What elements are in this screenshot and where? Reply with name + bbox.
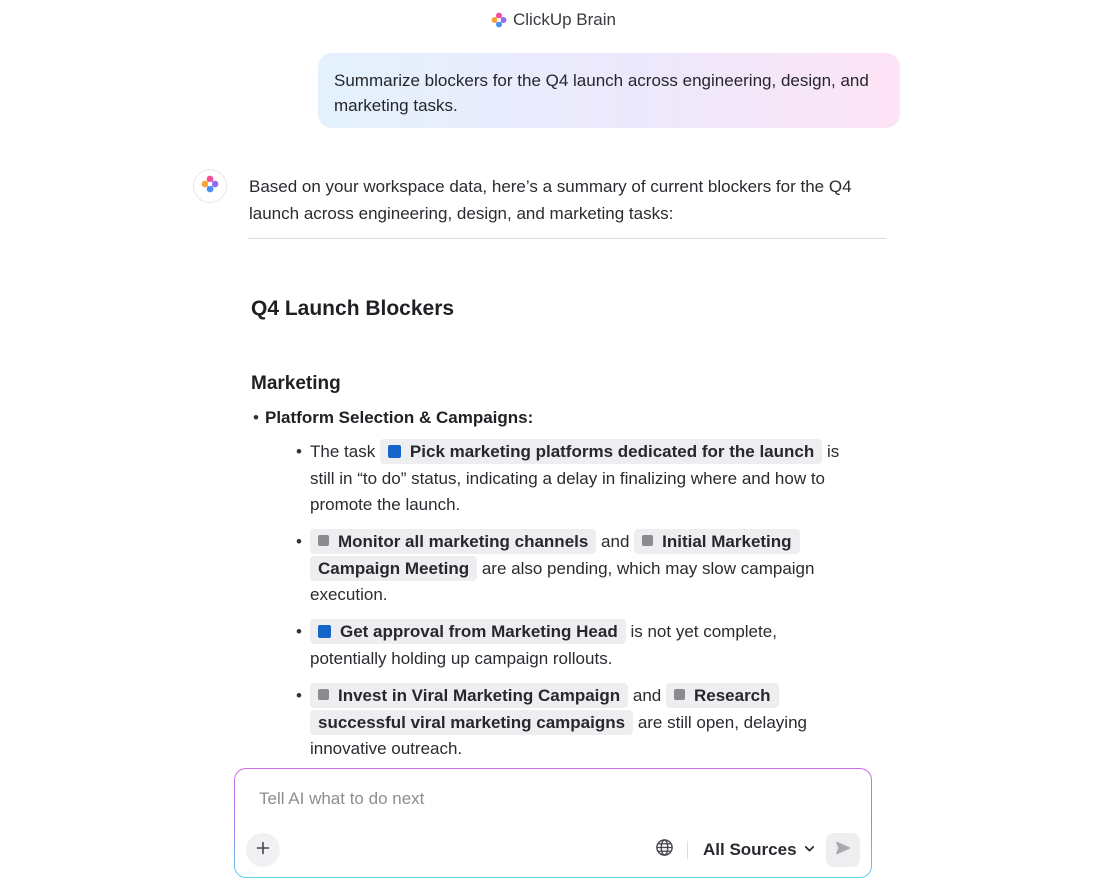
item-text: The task (310, 442, 380, 461)
task-chip[interactable] (310, 529, 596, 554)
plus-icon (255, 840, 271, 861)
group-bullet: • Platform Selection & Campaigns: (253, 408, 534, 427)
assistant-response-body (240, 404, 900, 758)
app-title-label: ClickUp Brain (513, 10, 616, 29)
task-status-icon (674, 689, 685, 700)
task-status-icon (318, 625, 331, 638)
task-chip-label: Invest in Viral Marketing Campaign (338, 686, 621, 705)
send-icon (834, 839, 852, 862)
task-chip[interactable] (380, 439, 822, 464)
web-search-toggle[interactable] (652, 838, 676, 862)
task-status-icon (642, 535, 653, 546)
add-button[interactable] (246, 833, 280, 867)
item-text: and (628, 686, 666, 705)
subsection-title: Marketing (251, 373, 341, 394)
task-chip[interactable] (310, 619, 626, 644)
task-status-icon (318, 535, 329, 546)
send-button[interactable] (826, 833, 860, 867)
list-item: • Get approval from Marketing Head is not yet complete, potentially holding up campaign rollouts. (310, 619, 858, 672)
divider (248, 238, 886, 239)
user-message-text: Summarize blockers for the Q4 launch across engineering, design, and marketing tasks. (334, 71, 869, 115)
sources-dropdown[interactable] (703, 838, 816, 862)
sources-label: All Sources (703, 840, 797, 859)
section-title: Q4 Launch Blockers (251, 297, 455, 320)
app-title (0, 10, 1107, 30)
item-text: are also pending, which may slow campaign execution. (310, 558, 815, 604)
chevron-down-icon (803, 840, 816, 860)
item-text: and (596, 532, 635, 551)
task-chip-label: Pick marketing platforms dedicated for the launch (409, 442, 815, 461)
assistant-intro-text: Based on your workspace data, here’s a summary of current blockers for the Q4 launch across engineering, design, and marketing tasks: (249, 177, 852, 223)
assistant-avatar (193, 169, 227, 203)
task-chip[interactable] (310, 683, 628, 708)
task-chip-label: Research successful viral marketing campaigns (318, 686, 771, 732)
item-text: is still in “to do” status, indicating a delay in finalizing where and how to promote the launch. (310, 442, 840, 514)
task-status-icon (388, 445, 401, 458)
task-chip-label: Monitor all marketing channels (338, 532, 589, 551)
list-item: • Monitor all marketing channels and Initial Marketing Campaign Meeting are also pending, which may slow campaign execution. (310, 529, 858, 609)
user-message-bubble (318, 53, 900, 128)
divider (687, 841, 688, 859)
ai-composer (234, 768, 872, 878)
clickup-brain-icon (491, 12, 507, 28)
list-item: • Invest in Viral Marketing Campaign and Research successful viral marketing campaigns are still open, delaying innovative outreach. (310, 683, 858, 763)
task-status-icon (318, 689, 329, 700)
list-item: • The task Pick marketing platforms dedicated for the launch is still in “to do” status, indicating a delay in finalizing where and how to promote the launch. (310, 439, 858, 519)
globe-icon (655, 838, 674, 862)
clickup-brain-icon (201, 175, 219, 198)
task-chip-label: Initial Marketing Campaign Meeting (318, 532, 792, 578)
item-text: is not yet complete, potentially holding up campaign rollouts. (310, 622, 777, 668)
ai-prompt-input[interactable] (257, 788, 841, 810)
task-chip-label: Get approval from Marketing Head (340, 622, 618, 641)
item-text: are still open, delaying innovative outreach. (310, 712, 807, 758)
group-label: Platform Selection & Campaigns: (265, 408, 534, 427)
